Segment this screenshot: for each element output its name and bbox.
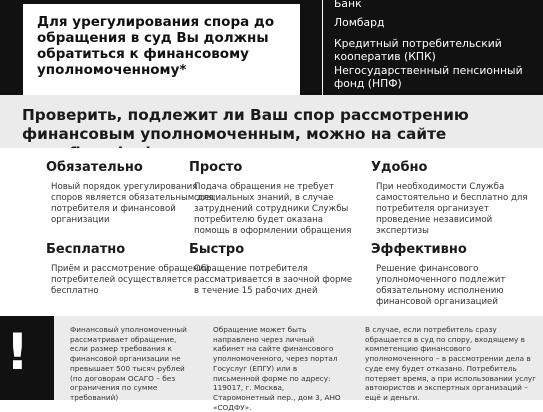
top-banner xyxy=(0,0,543,95)
features-grid xyxy=(0,148,543,316)
organization-pension-fund: Негосударственный пенсионный фонд (НПФ) xyxy=(334,64,523,90)
feature-effective xyxy=(371,242,541,308)
feature-title: Бесплатно xyxy=(46,242,126,257)
feature-title: Обязательно xyxy=(46,160,143,175)
feature-simple xyxy=(189,160,359,237)
intro-heading: Для урегулирования спора до обращения в суд Вы должны обратиться к финансовому уполномоченному* xyxy=(37,14,275,78)
check-banner xyxy=(0,95,543,148)
feature-convenient xyxy=(371,160,541,237)
notes-panel xyxy=(54,316,543,412)
organization-bank: Банк xyxy=(334,0,362,10)
feature-body: При необходимости Служба самостоятельно и бесплатно для потребителя организует проведение независимой экспертизы xyxy=(376,182,528,236)
intro-box xyxy=(23,4,300,95)
organization-credit-cooperative: Кредитный потребительский кооператив (КПК) xyxy=(334,37,502,63)
feature-title: Эффективно xyxy=(371,242,467,257)
feature-body: Новый порядок урегулирования споров является обязательным для потребителя и финансовой организации xyxy=(51,182,214,225)
top-divider xyxy=(322,0,323,95)
feature-body: Приём и рассмотрение обращений потребителей осуществляется бесплатно xyxy=(51,264,210,296)
feature-title: Быстро xyxy=(189,242,245,257)
exclamation-icon: ! xyxy=(6,323,29,381)
feature-fast xyxy=(189,242,359,297)
organization-pawnshop: Ломбард xyxy=(334,16,385,29)
check-text: Проверить, подлежит ли Ваш спор рассмотрению финансовым уполномоченным, можно на сайте xyxy=(22,106,469,143)
feature-body: Подача обращения не требует специальных знаний, в случае затруднений сотрудники Службы потребителю будет оказана помощь в оформлении обращения xyxy=(194,182,352,236)
feature-body: Обращение потребителя рассматривается в заочной форме в течение 15 рабочих дней xyxy=(194,264,353,296)
note-submission-ways: Обращение может быть направлено через личный кабинет на сайте финансового уполномоченного, через портал Госуслуг (ЕПГУ) или в письменной форме по адресу: 119017, г. Москва, Старомонетный пер., дом 3, АНО «СОДФУ». xyxy=(213,325,341,412)
feature-body: Решение финансового уполномоченного подлежит обязательному исполнению финансовой организацией xyxy=(376,264,506,307)
feature-title: Просто xyxy=(189,160,243,175)
bottom-notes-section xyxy=(0,316,543,412)
note-claim-limit: Финансовый уполномоченный рассматривает обращение, если размер требования к финансовой организации не превышает 500 тысяч рублей (по договорам ОСАГО – без ограничения по сумме требований) xyxy=(70,325,187,402)
note-court-warning: В случае, если потребитель сразу обращается в суд по спору, входящему в компетенцию финансового уполномоченного – в рассмотрении дела в суде ему будет отказано. Потребитель потеряет время, а при использовании услуг автоюристов и экспертных организаций – ещё и деньги. xyxy=(365,325,537,402)
feature-title: Удобно xyxy=(371,160,428,175)
